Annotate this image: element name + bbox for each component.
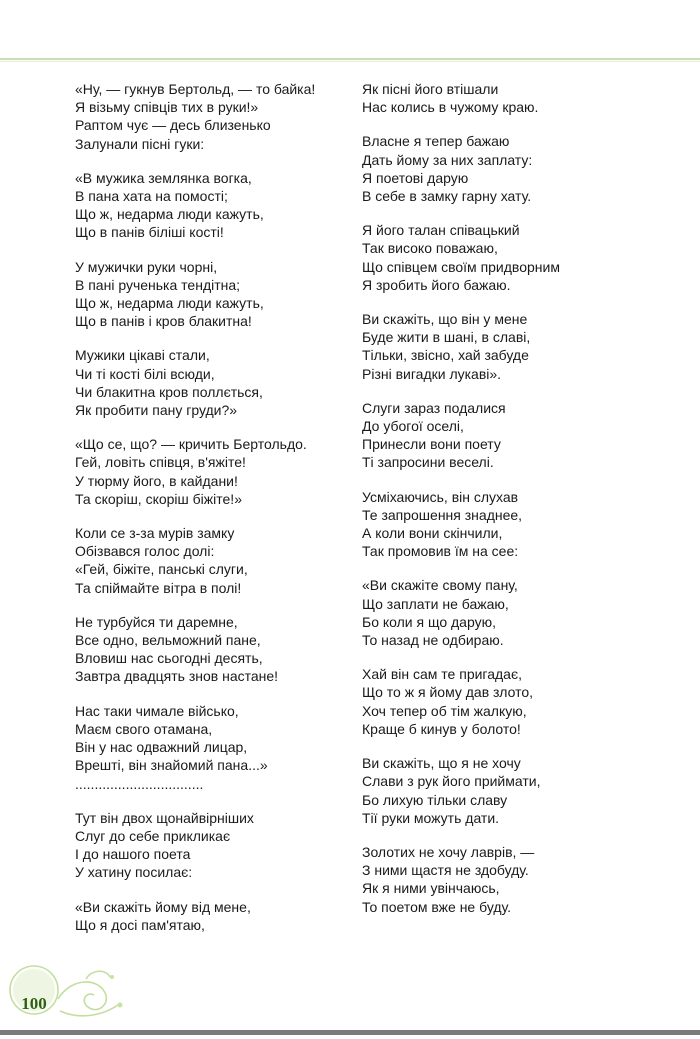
poem-line: Раптом чує — десь близенько (75, 117, 271, 134)
poem-line: Ви скажіть, що я не хочу (362, 755, 521, 772)
poem-line: Нас таки чимале військо, (75, 702, 239, 719)
poem-line: Усміхаючись, він слухав (362, 488, 519, 505)
poem-column-right (362, 80, 662, 932)
poem-line: Та скоріш, скоріш біжіте!» (75, 490, 242, 507)
poem-line: Я поетові дарую (362, 169, 469, 186)
poem-line: Мужики цікаві стали, (75, 347, 210, 364)
poem-line: У тюрму його, в кайдани! (75, 472, 238, 489)
poem-column-left (75, 80, 355, 950)
poem-line: «Ну, — гукнув Бертольд, — то байка! (75, 81, 316, 97)
poem-line: «Гей, біжіте, панські слуги, (75, 561, 248, 578)
poem-line: Різні вигадки лукаві». (362, 365, 502, 382)
poem-line: До убогої оселі, (362, 418, 464, 435)
poem-line: Дать йому за них заплату: (362, 151, 533, 168)
header-rule (0, 58, 700, 60)
poem-line: Як пісні його втішали (362, 81, 499, 97)
poem-line: В себе в замку гарну хату. (362, 188, 532, 205)
poem-line: Як я ними увінчаюсь, (362, 880, 500, 897)
poem-line: Гей, ловіть співця, в'яжіте! (75, 454, 246, 471)
poem-line: «Що се, що? — кричить Бертольдо. (75, 436, 307, 453)
page-number: 100 (21, 994, 47, 1013)
poem-line: «В мужика землянка вогка, (75, 169, 252, 186)
header-rule-shadow (0, 61, 700, 62)
poem-line: Що то ж я йому дав злото, (362, 684, 534, 701)
left-stanza (75, 80, 355, 153)
left-stanza (75, 613, 355, 686)
footer-rule (0, 1030, 700, 1035)
poem-line: Я зробить його бажаю. (362, 276, 511, 293)
poem-line: Врешті, він знайомий пана...» (75, 757, 268, 774)
poem-line: Так високо поважаю, (362, 240, 498, 257)
poem-line: Що в панів біліші кості! (75, 224, 224, 241)
poem-line: Що в панів і кров блакитна! (75, 313, 252, 330)
right-stanza (362, 221, 662, 294)
poem-line: Що заплати не бажаю, (362, 595, 509, 612)
right-stanza (362, 310, 662, 383)
poem-line: Хоч тепер об тім жалкую, (362, 702, 527, 719)
left-stanza (75, 809, 355, 882)
left-stanza (75, 524, 355, 597)
poem-line: Все одно, вельможний пане, (75, 632, 261, 649)
poem-line: Він у нас одважний лицар, (75, 739, 248, 756)
poem-line: Що ж, недарма люди кажуть, (75, 206, 264, 223)
poem-line: Тут він двох щонайвірніших (75, 809, 254, 826)
right-stanza (362, 80, 662, 116)
poem-line: В пані рученька тендітна; (75, 276, 241, 293)
poem-line: То поетом вже не буду. (362, 898, 512, 915)
right-stanza (362, 843, 662, 916)
left-stanza (75, 169, 355, 242)
poem-line: То назад не одбираю. (362, 632, 504, 649)
poem-line: Залунали пісні гуки: (75, 135, 205, 152)
right-stanza (362, 576, 662, 649)
poem-line: Що я досі пам'ятаю, (75, 916, 205, 933)
poem-line: Краще б кинув у болото! (362, 720, 521, 737)
poem-line: Коли се з-за мурів замку (75, 525, 235, 542)
poem-line: Слуг до себе прикликає (75, 827, 231, 844)
left-stanza (75, 702, 355, 793)
poem-line: Чи блакитна кров поллється, (75, 383, 263, 400)
poem-line: Бо лихую тільки славу (362, 791, 508, 808)
right-stanza (362, 488, 662, 561)
left-stanza (75, 346, 355, 419)
poem-line: Тії руки можуть дати. (362, 809, 500, 826)
left-stanza (75, 435, 355, 508)
poem-line: Чи ті кості білі всюди, (75, 365, 215, 382)
right-stanza (362, 132, 662, 205)
poem-line: Золотих не хочу лаврів, — (362, 843, 535, 860)
poem-line: Не турбуйся ти даремне, (75, 613, 238, 630)
poem-line: Слави з рук його приймати, (362, 773, 541, 790)
poem-line: З ними щастя не здобуду. (362, 862, 529, 879)
poem-line: Бо коли я що дарую, (362, 613, 496, 630)
poem-line: У мужички руки чорні, (75, 258, 218, 275)
poem-line: Те запрошення знаднее, (362, 506, 523, 523)
poem-line: «Ви скажіть йому від мене, (75, 898, 251, 915)
poem-line: Вловиш нас сьогодні десять, (75, 650, 263, 667)
poem-line: Та спіймайте вітра в полі! (75, 579, 242, 596)
poem-line: Що співцем своїм придворним (362, 258, 560, 275)
poem-line: Буде жити в шані, в славі, (362, 329, 531, 346)
poem-line: Завтра двадцять знов настане! (75, 668, 279, 685)
poem-line: Власне я тепер бажаю (362, 133, 510, 150)
right-stanza (362, 754, 662, 827)
poem-line: Маєм свого отамана, (75, 720, 213, 737)
poem-line: «Ви скажіте свому пану, (362, 577, 518, 594)
poem-line: Принесли вони поету (362, 436, 501, 453)
poem-line: ................................. (75, 775, 204, 792)
poem-line: Як пробити пану груди?» (75, 402, 238, 419)
poem-line: У хатину посилає: (75, 864, 193, 881)
poem-line: Обізвався голос долі: (75, 543, 215, 560)
poem-line: Що ж, недарма люди кажуть, (75, 295, 264, 312)
right-stanza (362, 399, 662, 472)
footer-swirl-ornament (0, 959, 700, 1039)
poem-line: Слуги зараз подалися (362, 399, 506, 416)
poem-line: Тільки, звісно, хай забуде (362, 347, 529, 364)
right-stanza (362, 665, 662, 738)
left-stanza (75, 898, 355, 934)
poem-line: В пана хата на помості; (75, 188, 228, 205)
poem-line: І до нашого поета (75, 846, 191, 863)
poem-line: А коли вони скінчили, (362, 525, 503, 542)
poem-line: Я візьму співців тих в руки!» (75, 99, 259, 116)
poem-line: Нас колись в чужому краю. (362, 99, 539, 116)
poem-line: Я його талан співацький (362, 222, 520, 239)
poem-line: Ви скажіть, що він у мене (362, 311, 528, 328)
left-stanza (75, 258, 355, 331)
poem-line: Хай він сам те пригадає, (362, 666, 522, 683)
poem-line: Ті запросини веселі. (362, 454, 494, 471)
poem-line: Так промовив їм на сее: (362, 543, 519, 560)
